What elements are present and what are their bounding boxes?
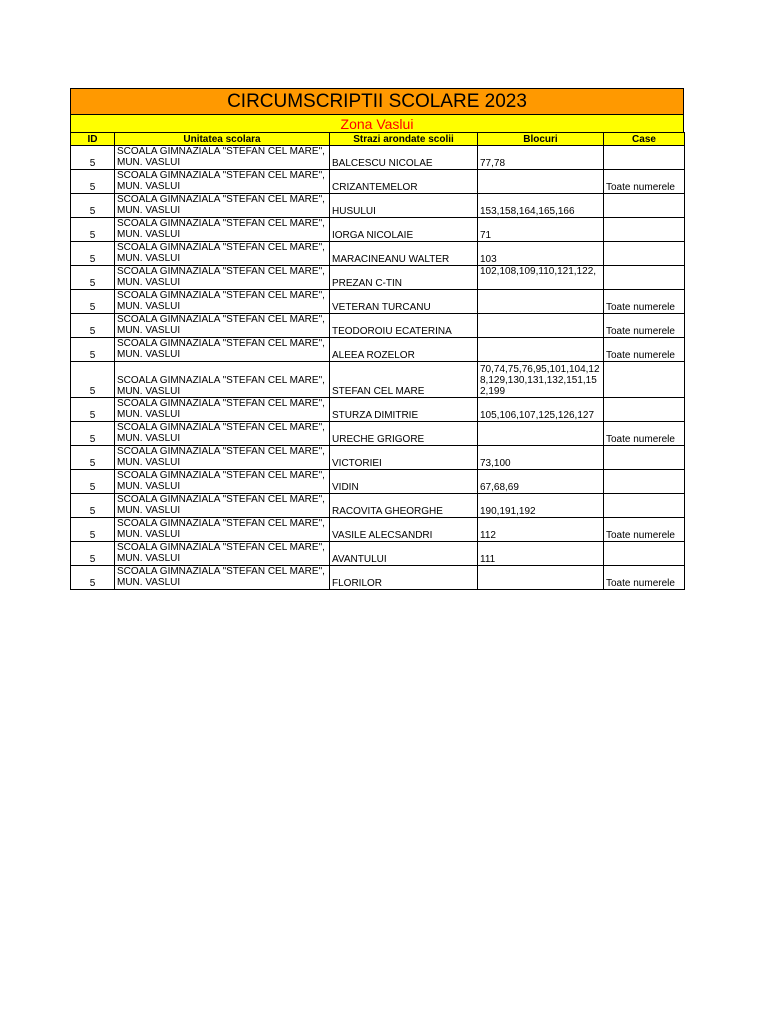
cell-id: 5 bbox=[71, 518, 115, 542]
table-row bbox=[71, 314, 685, 338]
cell-houses bbox=[604, 470, 685, 494]
cell-blocks: 70,74,75,76,95,101,104,128,129,130,131,132,151,152,199 bbox=[478, 362, 604, 398]
cell-street: MARACINEANU WALTER bbox=[330, 242, 478, 266]
cell-houses: Toate numerele bbox=[604, 314, 685, 338]
cell-id: 5 bbox=[71, 542, 115, 566]
cell-school: SCOALA GIMNAZIALA "STEFAN CEL MARE", MUN. VASLUI bbox=[115, 338, 330, 362]
cell-school: SCOALA GIMNAZIALA "STEFAN CEL MARE", MUN. VASLUI bbox=[115, 362, 330, 398]
cell-street: FLORILOR bbox=[330, 566, 478, 590]
cell-street: RACOVITA GHEORGHE bbox=[330, 494, 478, 518]
header-school: Unitatea scolara bbox=[115, 133, 330, 146]
cell-id: 5 bbox=[71, 470, 115, 494]
cell-id: 5 bbox=[71, 314, 115, 338]
cell-id: 5 bbox=[71, 566, 115, 590]
table-row bbox=[71, 566, 685, 590]
cell-school: SCOALA GIMNAZIALA "STEFAN CEL MARE", MUN. VASLUI bbox=[115, 266, 330, 290]
cell-school: SCOALA GIMNAZIALA "STEFAN CEL MARE", MUN. VASLUI bbox=[115, 242, 330, 266]
table-row bbox=[71, 146, 685, 170]
cell-school: SCOALA GIMNAZIALA "STEFAN CEL MARE", MUN. VASLUI bbox=[115, 518, 330, 542]
cell-blocks: 77,78 bbox=[478, 146, 604, 170]
cell-street: URECHE GRIGORE bbox=[330, 422, 478, 446]
cell-blocks: 153,158,164,165,166 bbox=[478, 194, 604, 218]
title-banner bbox=[70, 88, 684, 114]
cell-id: 5 bbox=[71, 290, 115, 314]
cell-id: 5 bbox=[71, 362, 115, 398]
cell-houses: Toate numerele bbox=[604, 170, 685, 194]
cell-id: 5 bbox=[71, 266, 115, 290]
cell-houses bbox=[604, 146, 685, 170]
cell-street: PREZAN C-TIN bbox=[330, 266, 478, 290]
cell-houses bbox=[604, 494, 685, 518]
cell-houses: Toate numerele bbox=[604, 338, 685, 362]
cell-street: IORGA NICOLAIE bbox=[330, 218, 478, 242]
cell-school: SCOALA GIMNAZIALA "STEFAN CEL MARE", MUN. VASLUI bbox=[115, 566, 330, 590]
cell-street: VIDIN bbox=[330, 470, 478, 494]
cell-school: SCOALA GIMNAZIALA "STEFAN CEL MARE", MUN. VASLUI bbox=[115, 542, 330, 566]
table-row bbox=[71, 290, 685, 314]
cell-school: SCOALA GIMNAZIALA "STEFAN CEL MARE", MUN. VASLUI bbox=[115, 218, 330, 242]
cell-houses: Toate numerele bbox=[604, 566, 685, 590]
cell-id: 5 bbox=[71, 494, 115, 518]
cell-school: SCOALA GIMNAZIALA "STEFAN CEL MARE", MUN. VASLUI bbox=[115, 146, 330, 170]
cell-houses: Toate numerele bbox=[604, 518, 685, 542]
cell-blocks bbox=[478, 566, 604, 590]
cell-houses: Toate numerele bbox=[604, 422, 685, 446]
cell-houses bbox=[604, 398, 685, 422]
table-row bbox=[71, 422, 685, 446]
table-row bbox=[71, 266, 685, 290]
cell-id: 5 bbox=[71, 446, 115, 470]
cell-id: 5 bbox=[71, 422, 115, 446]
table-row bbox=[71, 494, 685, 518]
cell-school: SCOALA GIMNAZIALA "STEFAN CEL MARE", MUN. VASLUI bbox=[115, 290, 330, 314]
cell-street: VICTORIEI bbox=[330, 446, 478, 470]
table-row bbox=[71, 170, 685, 194]
cell-street: TEODOROIU ECATERINA bbox=[330, 314, 478, 338]
cell-blocks: 73,100 bbox=[478, 446, 604, 470]
cell-houses bbox=[604, 362, 685, 398]
header-id: ID bbox=[71, 133, 115, 146]
cell-houses bbox=[604, 218, 685, 242]
table-row bbox=[71, 338, 685, 362]
cell-blocks bbox=[478, 422, 604, 446]
cell-blocks bbox=[478, 170, 604, 194]
cell-street: STURZA DIMITRIE bbox=[330, 398, 478, 422]
table-row bbox=[71, 542, 685, 566]
cell-blocks bbox=[478, 290, 604, 314]
cell-school: SCOALA GIMNAZIALA "STEFAN CEL MARE", MUN. VASLUI bbox=[115, 194, 330, 218]
cell-school: SCOALA GIMNAZIALA "STEFAN CEL MARE", MUN. VASLUI bbox=[115, 314, 330, 338]
zone-banner bbox=[70, 114, 684, 132]
cell-school: SCOALA GIMNAZIALA "STEFAN CEL MARE", MUN. VASLUI bbox=[115, 422, 330, 446]
cell-blocks: 103 bbox=[478, 242, 604, 266]
cell-houses bbox=[604, 242, 685, 266]
table-row bbox=[71, 398, 685, 422]
table-row bbox=[71, 518, 685, 542]
cell-id: 5 bbox=[71, 218, 115, 242]
cell-blocks: 102,108,109,110,121,122, bbox=[478, 266, 604, 290]
cell-street: VETERAN TURCANU bbox=[330, 290, 478, 314]
table-body bbox=[71, 146, 685, 590]
cell-street: CRIZANTEMELOR bbox=[330, 170, 478, 194]
cell-school: SCOALA GIMNAZIALA "STEFAN CEL MARE", MUN. VASLUI bbox=[115, 170, 330, 194]
cell-blocks bbox=[478, 338, 604, 362]
spreadsheet bbox=[70, 88, 684, 590]
table-row bbox=[71, 218, 685, 242]
header-streets: Strazi arondate scolii bbox=[330, 133, 478, 146]
cell-blocks: 111 bbox=[478, 542, 604, 566]
cell-blocks bbox=[478, 314, 604, 338]
zone-label: Zona Vaslui bbox=[340, 115, 414, 132]
cell-id: 5 bbox=[71, 338, 115, 362]
header-blocks: Blocuri bbox=[478, 133, 604, 146]
cell-school: SCOALA GIMNAZIALA "STEFAN CEL MARE", MUN. VASLUI bbox=[115, 446, 330, 470]
cell-school: SCOALA GIMNAZIALA "STEFAN CEL MARE", MUN. VASLUI bbox=[115, 470, 330, 494]
cell-blocks: 190,191,192 bbox=[478, 494, 604, 518]
cell-houses bbox=[604, 194, 685, 218]
cell-street: HUSULUI bbox=[330, 194, 478, 218]
cell-houses bbox=[604, 266, 685, 290]
cell-blocks: 71 bbox=[478, 218, 604, 242]
cell-id: 5 bbox=[71, 398, 115, 422]
cell-id: 5 bbox=[71, 194, 115, 218]
table-row bbox=[71, 362, 685, 398]
table-row bbox=[71, 242, 685, 266]
cell-id: 5 bbox=[71, 242, 115, 266]
cell-houses bbox=[604, 446, 685, 470]
cell-blocks: 112 bbox=[478, 518, 604, 542]
cell-school: SCOALA GIMNAZIALA "STEFAN CEL MARE", MUN. VASLUI bbox=[115, 494, 330, 518]
cell-id: 5 bbox=[71, 146, 115, 170]
cell-street: VASILE ALECSANDRI bbox=[330, 518, 478, 542]
cell-houses bbox=[604, 542, 685, 566]
table-row bbox=[71, 446, 685, 470]
cell-street: BALCESCU NICOLAE bbox=[330, 146, 478, 170]
cell-street: AVANTULUI bbox=[330, 542, 478, 566]
cell-blocks: 105,106,107,125,126,127 bbox=[478, 398, 604, 422]
cell-street: STEFAN CEL MARE bbox=[330, 362, 478, 398]
schools-table bbox=[70, 132, 685, 590]
header-houses: Case bbox=[604, 133, 685, 146]
cell-id: 5 bbox=[71, 170, 115, 194]
page-title: CIRCUMSCRIPTII SCOLARE 2023 bbox=[227, 90, 527, 112]
table-header-row bbox=[71, 133, 685, 146]
cell-houses: Toate numerele bbox=[604, 290, 685, 314]
table-row bbox=[71, 470, 685, 494]
cell-blocks: 67,68,69 bbox=[478, 470, 604, 494]
cell-school: SCOALA GIMNAZIALA "STEFAN CEL MARE", MUN. VASLUI bbox=[115, 398, 330, 422]
cell-street: ALEEA ROZELOR bbox=[330, 338, 478, 362]
table-row bbox=[71, 194, 685, 218]
